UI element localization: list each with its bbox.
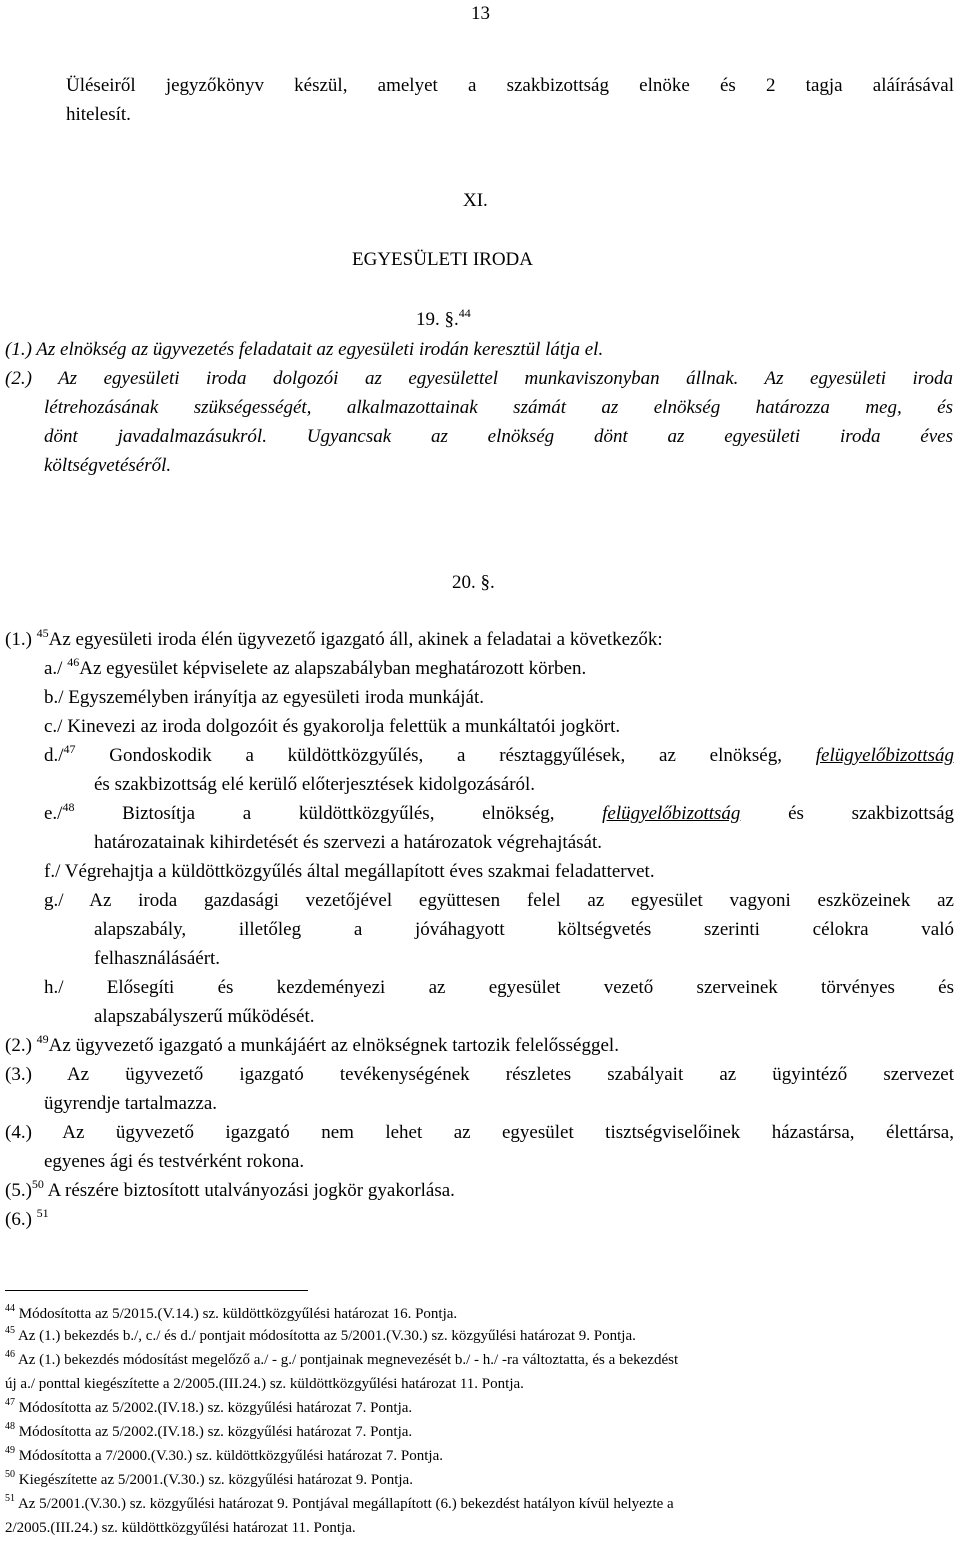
- footnote-text: Módosította a 7/2000.(V.30.) sz. küldöttközgyűlési határozat 7. Pontja.: [18, 1448, 443, 1464]
- item-e-label: e./: [44, 803, 63, 824]
- footnote-number: 49: [5, 1445, 15, 1456]
- s20-item-h-line-2: alapszabályszerű működését.: [94, 1006, 315, 1027]
- item-d-label: d./: [44, 745, 64, 766]
- footnote-ref-47: 47: [63, 742, 76, 756]
- footnote-45: [5, 1325, 636, 1344]
- footnote-text: Módosította az 5/2002.(IV.18.) sz. közgyűlési határozat 7. Pontja.: [18, 1400, 413, 1416]
- s20-item-g-line-2: alapszabály, illetőleg a jóváhagyott költségvetés szerinti célokra való: [94, 919, 954, 940]
- s19-paragraph-1: (1.) Az elnökség az ügyvezetés feladatait az egyesületi irodán keresztül látja el.: [5, 339, 604, 360]
- s20-p2-number: (2.): [5, 1035, 32, 1056]
- intro-line-2: hitelesít.: [66, 104, 131, 125]
- chapter-title: EGYESÜLETI IRODA: [352, 249, 534, 270]
- s19-paragraph-2-line-2: létrehozásának szükségességét, alkalmazottainak számát az elnökség határozza meg, és: [44, 397, 953, 418]
- footnote-number: 46: [5, 1349, 15, 1360]
- s20-paragraph-3-line-2: ügyrendje tartalmazza.: [44, 1093, 218, 1114]
- footnote-51-continued: 2/2005.(III.24.) sz. küldöttközgyűlési határozat 11. Pontja.: [5, 1520, 356, 1536]
- item-a-text: Az egyesület képviselete az alapszabályban meghatározott körben.: [79, 658, 587, 679]
- section-19-heading: [416, 306, 471, 330]
- s20-paragraph-2: [5, 1032, 619, 1056]
- footnote-text: Az 5/2001.(V.30.) sz. közgyűlési határozat 9. Pontjával megállapított (6.) bekezdést hatályon kívül helyezte a: [17, 1496, 674, 1512]
- s20-item-e-line-2: határozatainak kihirdetését és szervezi a határozatok végrehajtását.: [94, 832, 602, 853]
- footnote-text: Az (1.) bekezdés módosítást megelőző a./ - g./ pontjainak megnevezését b./ - h./ -ra változtatta, és a bekezdést: [17, 1352, 679, 1368]
- item-e-text-end: és szakbizottság: [788, 803, 955, 824]
- s19-paragraph-2-line-1: (2.) Az egyesületi iroda dolgozói az egyesülettel munkaviszonyban állnak. Az egyesületi iroda: [5, 368, 953, 389]
- footnote-number: 48: [5, 1421, 15, 1432]
- item-d-emphasis: felügyelőbizottság: [815, 745, 955, 766]
- s20-paragraph-1: [5, 626, 663, 650]
- s19-paragraph-2-line-3: dönt javadalmazásukról. Ugyancsak az elnökség dönt az egyesületi iroda éves: [44, 426, 953, 447]
- s20-paragraph-4-line-2: egyenes ági és testvérként rokona.: [44, 1151, 305, 1172]
- footnote-number: 44: [5, 1303, 15, 1314]
- s20-paragraph-6: [5, 1206, 49, 1230]
- footnote-text: Módosította az 5/2015.(V.14.) sz. küldöttközgyűlési határozat 16. Pontja.: [18, 1306, 458, 1322]
- item-a-label: a./: [44, 658, 63, 679]
- intro-line-1: Üléseiről jegyzőkönyv készül, amelyet a szakbizottság elnöke és 2 tagja aláírásával: [66, 75, 954, 96]
- footnote-ref-49: 49: [36, 1032, 49, 1046]
- s20-item-c: c./ Kinevezi az iroda dolgozóit és gyakorolja felettük a munkáltatói jogkört.: [44, 716, 621, 737]
- footnote-47: [5, 1397, 413, 1416]
- footnote-46-continued: új a./ ponttal kiegészítette a 2/2005.(III.24.) sz. küldöttközgyűlési határozat 11. Pontja.: [5, 1376, 524, 1392]
- s20-item-a: [44, 655, 587, 679]
- s20-item-d-line-1: [44, 742, 955, 766]
- item-e-text: Biztosítja a küldöttközgyűlés, elnökség,: [122, 803, 555, 824]
- section-19-heading-text: 19. §.: [416, 309, 459, 330]
- footnote-46: [5, 1349, 679, 1368]
- footnote-number: 50: [5, 1469, 15, 1480]
- footnote-number: 45: [5, 1325, 15, 1336]
- footnote-48: [5, 1421, 413, 1440]
- footnote-ref-46: 46: [67, 655, 80, 669]
- footnote-text: Kiegészítette az 5/2001.(V.30.) sz. közgyűlési határozat 9. Pontja.: [18, 1472, 413, 1488]
- footnote-ref-48: 48: [62, 800, 75, 814]
- footnote-ref-45: 45: [36, 626, 49, 640]
- page-number: 13: [471, 3, 490, 24]
- item-d-text: Gondoskodik a küldöttközgyűlés, a résztaggyűlések, az elnökség,: [109, 745, 782, 766]
- section-20-heading: 20. §.: [452, 572, 495, 593]
- s20-p1-number: (1.): [5, 629, 32, 650]
- s20-p1-text: Az egyesületi iroda élén ügyvezető igazgató áll, akinek a feladatai a következők:: [48, 629, 663, 650]
- s20-p2-text: Az ügyvezető igazgató a munkájáért az elnökségnek tartozik felelősséggel.: [48, 1035, 619, 1056]
- footnote-separator: [5, 1290, 308, 1291]
- s20-p5-text: A részére biztosított utalványozási jogkör gyakorlása.: [47, 1180, 455, 1201]
- s20-item-g-line-1: g./ Az iroda gazdasági vezetőjével együttesen felel az egyesület vagyoni eszközeinek az: [44, 890, 954, 911]
- footnote-number: 47: [5, 1397, 15, 1408]
- footnote-text: Módosította az 5/2002.(IV.18.) sz. közgyűlési határozat 7. Pontja.: [18, 1424, 413, 1440]
- footnote-ref-51: 51: [36, 1206, 49, 1220]
- s20-item-h-line-1: h./ Elősegíti és kezdeményezi az egyesület vezető szerveinek törvényes és: [44, 977, 954, 998]
- footnote-50: [5, 1469, 413, 1488]
- item-e-emphasis: felügyelőbizottság: [602, 803, 741, 824]
- s20-item-f: f./ Végrehajtja a küldöttközgyűlés által megállapított éves szakmai feladattervet.: [44, 861, 655, 882]
- s20-paragraph-3-line-1: (3.) Az ügyvezető igazgató tevékenységének részletes szabályait az ügyintéző szervezet: [5, 1064, 954, 1085]
- footnote-51: [5, 1493, 674, 1512]
- s20-p6-number: (6.): [5, 1209, 32, 1230]
- s19-paragraph-2-line-4: költségvetéséről.: [44, 455, 172, 476]
- footnote-number: 51: [5, 1493, 15, 1504]
- chapter-number: XI.: [463, 190, 488, 211]
- s20-item-b: b./ Egyszemélyben irányítja az egyesületi iroda munkáját.: [44, 687, 485, 708]
- footnote-ref-44: 44: [458, 306, 471, 320]
- footnote-49: [5, 1445, 443, 1464]
- s20-p5-number: (5.): [5, 1180, 32, 1201]
- s20-paragraph-5: [5, 1177, 455, 1201]
- s20-item-d-line-2: és szakbizottság elé kerülő előterjesztések kidolgozásáról.: [94, 774, 536, 795]
- s20-paragraph-4-line-1: (4.) Az ügyvezető igazgató nem lehet az egyesület tisztségviselőinek házastársa, élettársa,: [5, 1122, 954, 1143]
- s20-item-g-line-3: felhasználásáért.: [94, 948, 221, 969]
- footnote-ref-50: 50: [31, 1177, 44, 1191]
- footnote-text: Az (1.) bekezdés b./, c./ és d./ pontjait módosította az 5/2001.(V.30.) sz. közgyűlési határozat 9. Pontja.: [17, 1328, 636, 1344]
- footnote-44: [5, 1303, 458, 1322]
- s20-item-e-line-1: [44, 800, 955, 824]
